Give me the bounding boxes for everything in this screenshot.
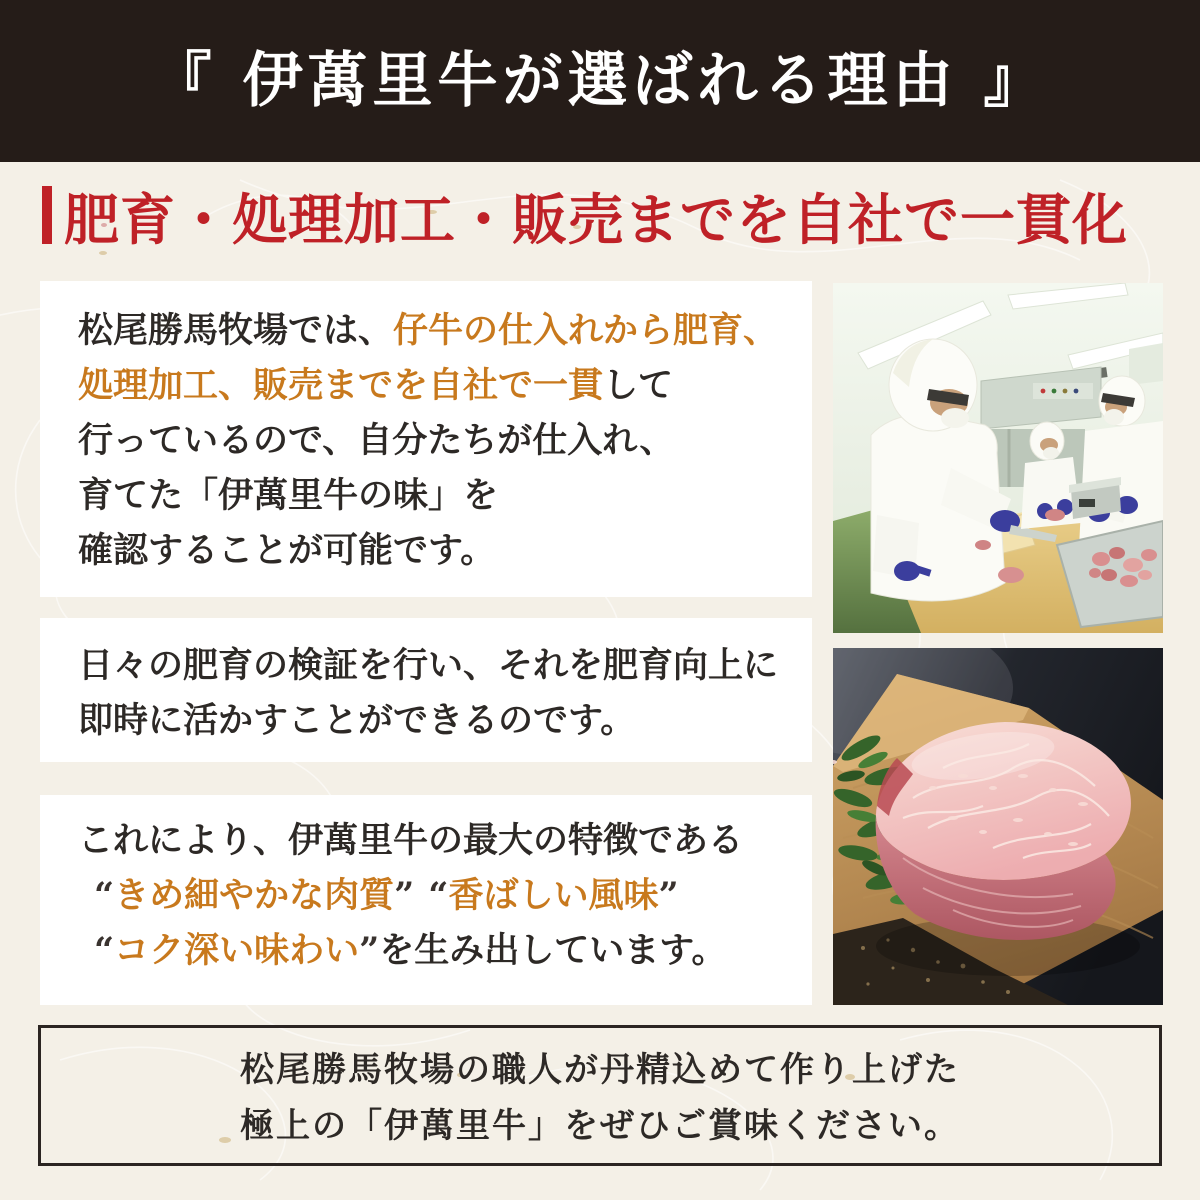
intro-line-3: 行っているので、自分たちが仕入れ、	[78, 420, 675, 461]
verification-line-2: 即時に活かすことができるのです。	[78, 700, 636, 741]
intro-card	[40, 281, 812, 597]
intro-line-2: 処理加工、販売までを自社で一貫して	[78, 365, 674, 406]
verification-card	[40, 618, 812, 762]
page-title: 『 伊萬里牛が選ばれる理由 』	[151, 46, 1049, 116]
wagyu-steak-photo	[833, 648, 1163, 1005]
title-banner	[0, 0, 1200, 162]
intro-line-5: 確認することが可能です。	[78, 530, 496, 571]
footer-line-1: 松尾勝馬牧場の職人が丹精込めて作り上げた	[240, 1050, 960, 1090]
features-line-2: “きめ細やかな肉質” “香ばしい風味”	[94, 875, 679, 916]
intro-line-4: 育てた「伊萬里牛の味」を	[78, 475, 499, 516]
wagyu-steak-illustration	[833, 648, 1163, 1005]
intro-line-1: 松尾勝馬牧場では、仔牛の仕入れから肥育、	[78, 310, 779, 351]
footer-message-box	[38, 1025, 1162, 1166]
heading-accent-bar	[42, 186, 52, 244]
footer-line-2: 極上の「伊萬里牛」をぜひご賞味ください。	[240, 1106, 960, 1146]
features-card	[40, 795, 812, 1005]
features-line-3: “コク深い味わい”を生み出しています。	[94, 930, 727, 971]
verification-line-1: 日々の肥育の検証を行い、それを肥育向上に	[78, 645, 779, 686]
section-heading: 肥育・処理加工・販売までを自社で一貫化	[64, 187, 1129, 252]
features-line-1: これにより、伊萬里牛の最大の特徴である	[78, 820, 744, 861]
meat-processing-illustration	[833, 283, 1163, 633]
meat-processing-photo	[833, 283, 1163, 633]
